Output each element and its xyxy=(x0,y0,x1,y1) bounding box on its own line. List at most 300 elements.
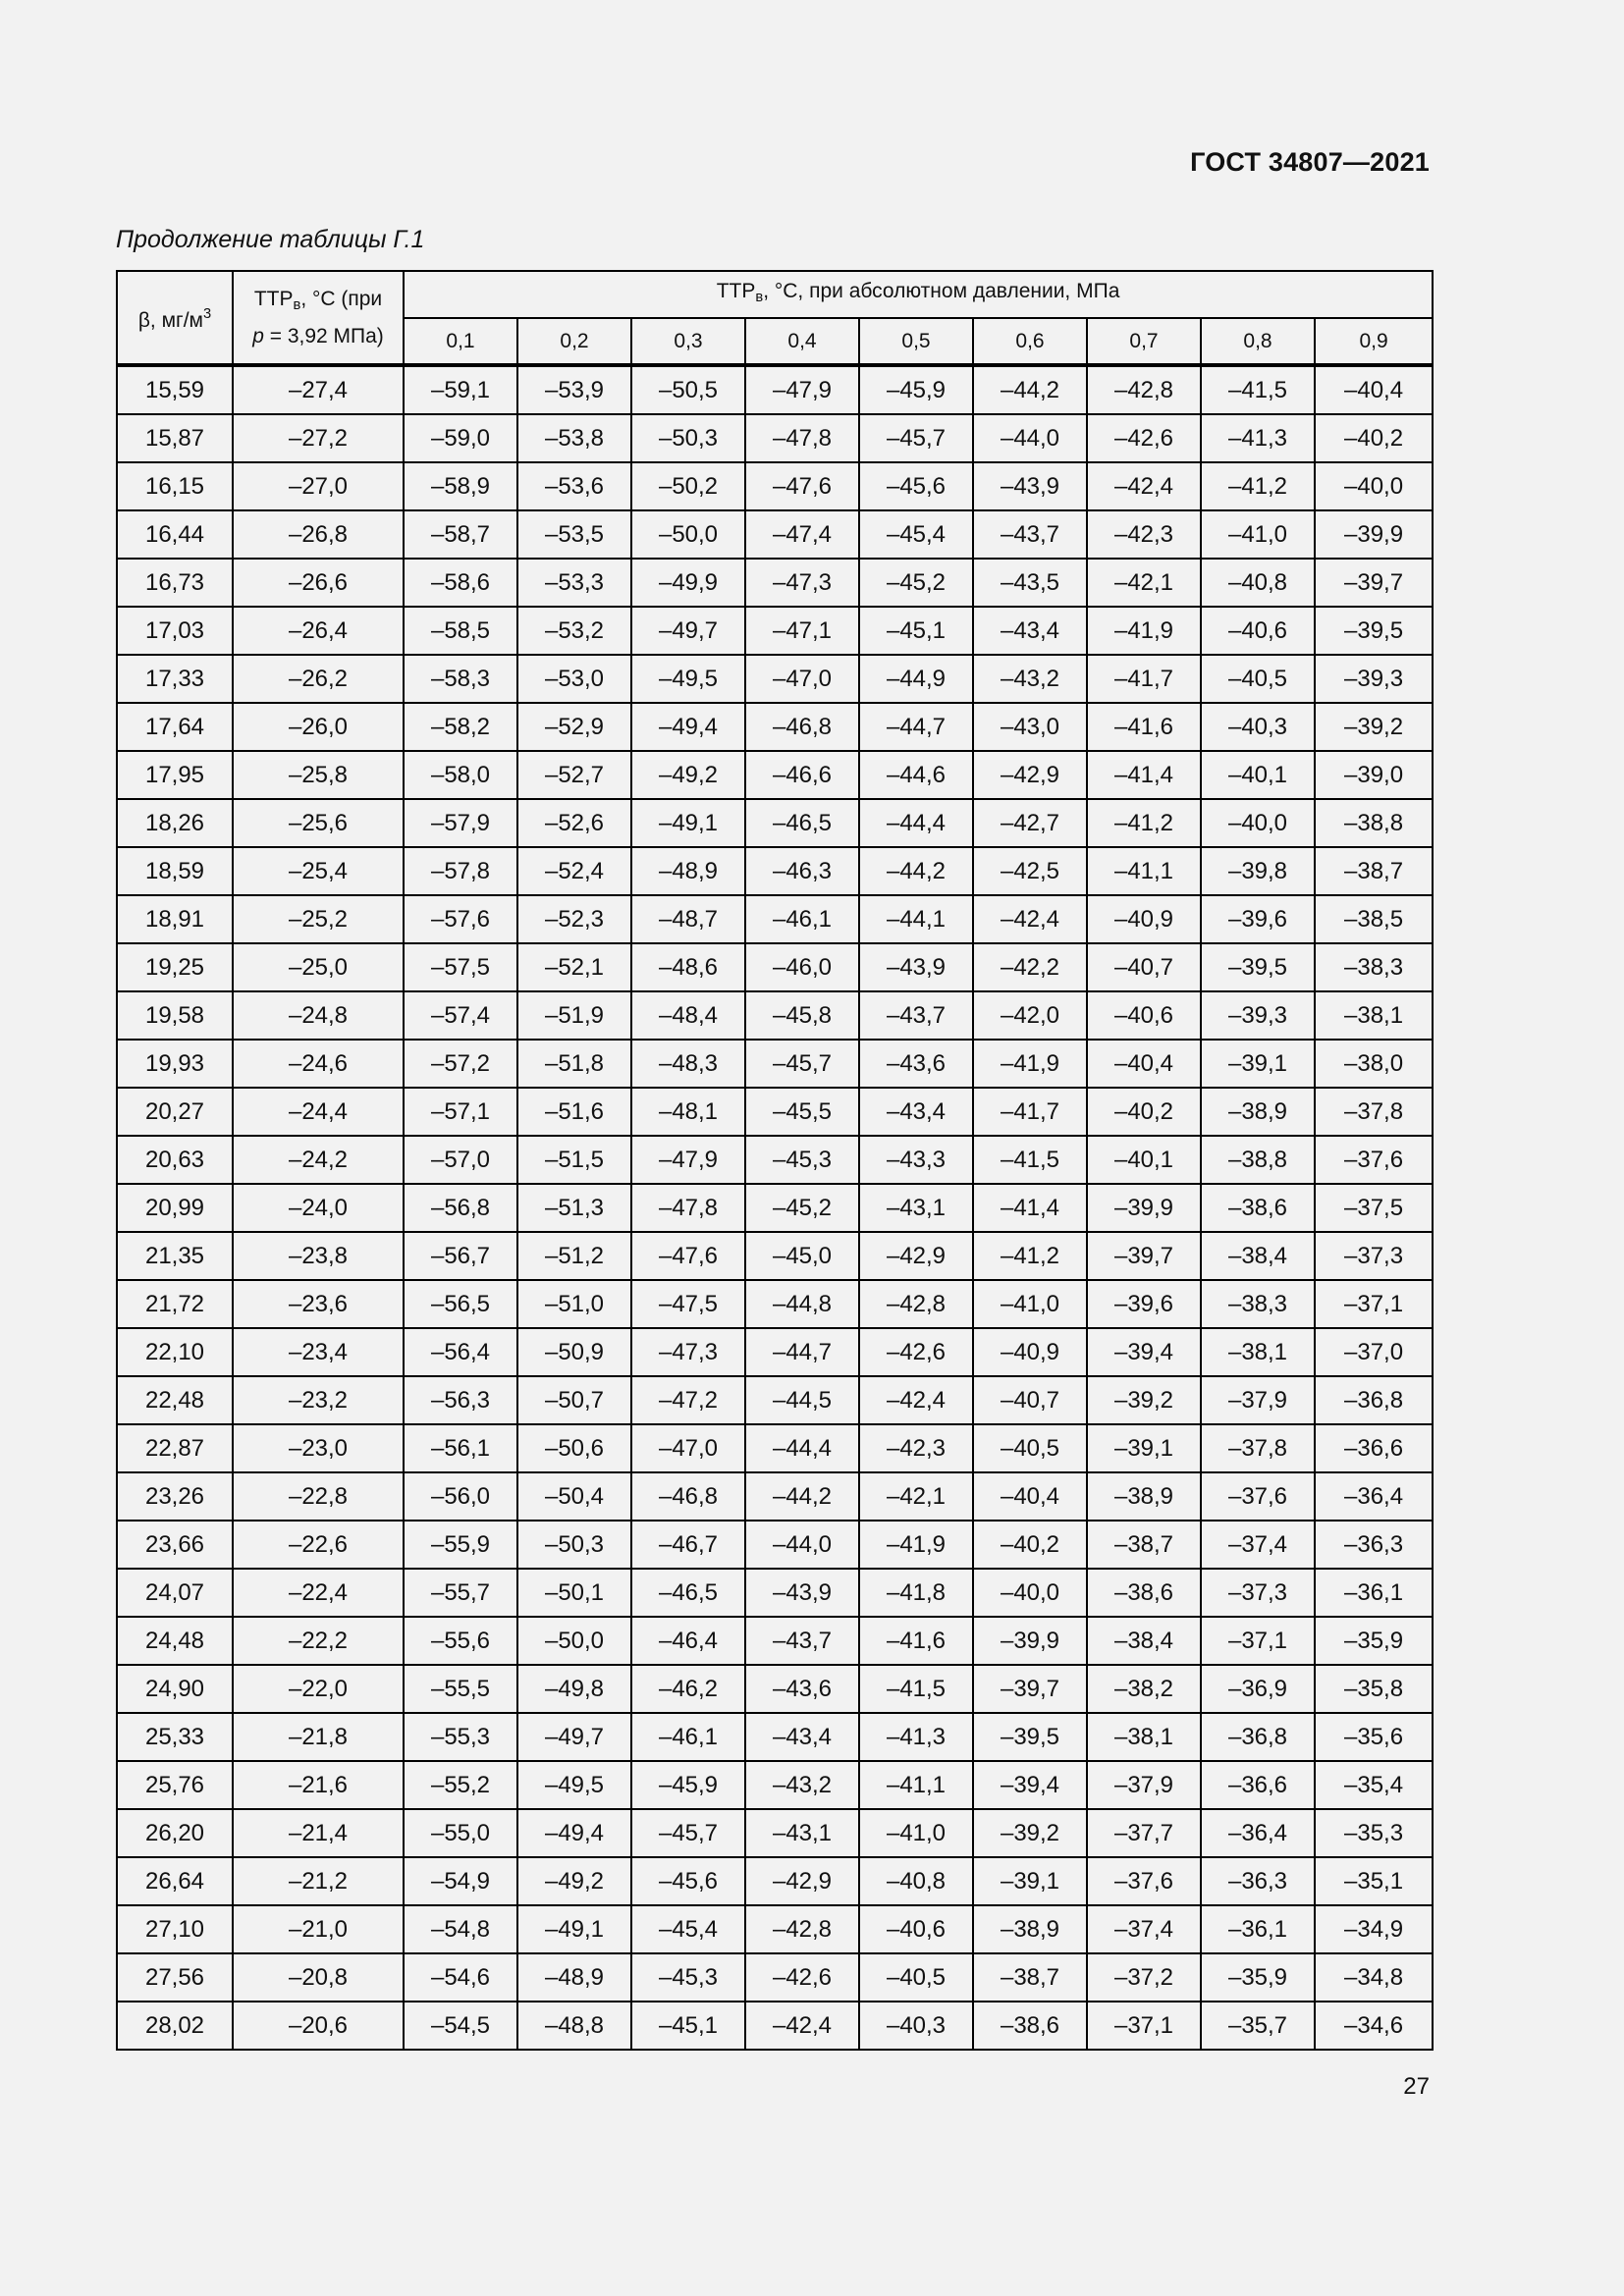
ttr-pressure-cell: –35,7 xyxy=(1201,2002,1315,2050)
ttr-pressure-cell: –36,6 xyxy=(1201,1761,1315,1809)
ttr-reference-cell: –24,8 xyxy=(233,991,404,1040)
beta-cell: 26,20 xyxy=(117,1809,233,1857)
ttr-reference-cell: –25,0 xyxy=(233,943,404,991)
ttr-pressure-cell: –40,3 xyxy=(1201,703,1315,751)
table-row xyxy=(117,895,1433,943)
ttr-pressure-cell: –42,6 xyxy=(859,1328,973,1376)
column-group-header-pressure: $ТТР_в$, °С, при абсолютном давлении, МПа xyxy=(404,271,1433,318)
ttr-pressure-cell: –42,4 xyxy=(745,2002,859,2050)
ttr-pressure-cell: –40,5 xyxy=(973,1424,1087,1472)
ttr-pressure-cell: –41,2 xyxy=(1087,799,1201,847)
beta-cell: 23,66 xyxy=(117,1521,233,1569)
ttr-pressure-cell: –56,4 xyxy=(404,1328,517,1376)
beta-cell: 21,72 xyxy=(117,1280,233,1328)
ttr-pressure-cell: –38,0 xyxy=(1315,1040,1433,1088)
table-header xyxy=(117,271,1433,365)
ttr-pressure-cell: –57,1 xyxy=(404,1088,517,1136)
ttr-pressure-cell: –46,8 xyxy=(631,1472,745,1521)
ttr-pressure-cell: –51,5 xyxy=(517,1136,631,1184)
ttr-pressure-cell: –45,7 xyxy=(859,414,973,462)
ttr-pressure-cell: –36,1 xyxy=(1201,1905,1315,1953)
table-row xyxy=(117,462,1433,510)
ttr-pressure-cell: –38,4 xyxy=(1087,1617,1201,1665)
ttr-pressure-cell: –39,6 xyxy=(1201,895,1315,943)
ttr-pressure-cell: –43,9 xyxy=(859,943,973,991)
ttr-pressure-cell: –47,1 xyxy=(745,607,859,655)
beta-cell: 20,63 xyxy=(117,1136,233,1184)
ttr-pressure-cell: –49,1 xyxy=(517,1905,631,1953)
table-row xyxy=(117,365,1433,414)
ttr-pressure-cell: –39,3 xyxy=(1201,991,1315,1040)
ttr-pressure-cell: –40,4 xyxy=(1315,365,1433,414)
ttr-pressure-cell: –39,5 xyxy=(973,1713,1087,1761)
ttr-pressure-cell: –38,2 xyxy=(1087,1665,1201,1713)
ttr-pressure-cell: –41,4 xyxy=(1087,751,1201,799)
ttr-reference-cell: –23,6 xyxy=(233,1280,404,1328)
ttr-pressure-cell: –41,2 xyxy=(973,1232,1087,1280)
ttr-pressure-cell: –41,9 xyxy=(1087,607,1201,655)
beta-cell: 17,64 xyxy=(117,703,233,751)
ttr-pressure-cell: –45,4 xyxy=(859,510,973,559)
ttr-pressure-cell: –40,2 xyxy=(1087,1088,1201,1136)
ttr-pressure-cell: –36,1 xyxy=(1315,1569,1433,1617)
ttr-pressure-cell: –54,8 xyxy=(404,1905,517,1953)
ttr-pressure-cell: –40,1 xyxy=(1201,751,1315,799)
beta-cell: 17,95 xyxy=(117,751,233,799)
ttr-pressure-cell: –37,1 xyxy=(1087,2002,1201,2050)
ttr-pressure-cell: –46,4 xyxy=(631,1617,745,1665)
ttr-pressure-cell: –47,9 xyxy=(631,1136,745,1184)
ttr-reference-cell: –25,2 xyxy=(233,895,404,943)
ttr-reference-cell: –20,6 xyxy=(233,2002,404,2050)
table-row xyxy=(117,559,1433,607)
ttr-pressure-cell: –57,9 xyxy=(404,799,517,847)
ttr-pressure-cell: –38,3 xyxy=(1315,943,1433,991)
ttr-pressure-cell: –51,0 xyxy=(517,1280,631,1328)
ttr-pressure-cell: –41,5 xyxy=(859,1665,973,1713)
table-row xyxy=(117,1376,1433,1424)
ttr-pressure-cell: –36,9 xyxy=(1201,1665,1315,1713)
ttr-pressure-cell: –36,3 xyxy=(1201,1857,1315,1905)
ttr-pressure-cell: –58,2 xyxy=(404,703,517,751)
ttr-pressure-cell: –36,6 xyxy=(1315,1424,1433,1472)
ttr-pressure-cell: –42,3 xyxy=(1087,510,1201,559)
table-row xyxy=(117,1761,1433,1809)
beta-cell: 21,35 xyxy=(117,1232,233,1280)
beta-cell: 24,90 xyxy=(117,1665,233,1713)
ttr-reference-cell: –21,8 xyxy=(233,1713,404,1761)
ttr-pressure-cell: –41,6 xyxy=(859,1617,973,1665)
ttr-pressure-cell: –43,7 xyxy=(745,1617,859,1665)
ttr-pressure-cell: –58,3 xyxy=(404,655,517,703)
ttr-pressure-cell: –40,1 xyxy=(1087,1136,1201,1184)
ttr-pressure-cell: –42,3 xyxy=(859,1424,973,1472)
ttr-reference-cell: –21,4 xyxy=(233,1809,404,1857)
ttr-pressure-cell: –41,6 xyxy=(1087,703,1201,751)
ttr-pressure-cell: –41,0 xyxy=(859,1809,973,1857)
ttr-pressure-cell: –36,4 xyxy=(1315,1472,1433,1521)
ttr-pressure-cell: –45,1 xyxy=(631,2002,745,2050)
ttr-pressure-cell: –51,9 xyxy=(517,991,631,1040)
ttr-pressure-cell: –39,1 xyxy=(1087,1424,1201,1472)
pressure-header-cell: 0,1 xyxy=(404,318,517,365)
ttr-pressure-cell: –35,4 xyxy=(1315,1761,1433,1809)
ttr-pressure-cell: –43,9 xyxy=(973,462,1087,510)
ttr-pressure-cell: –57,2 xyxy=(404,1040,517,1088)
ttr-pressure-cell: –54,6 xyxy=(404,1953,517,2002)
beta-cell: 15,87 xyxy=(117,414,233,462)
ttr-pressure-cell: –39,1 xyxy=(973,1857,1087,1905)
ttr-pressure-cell: –46,1 xyxy=(631,1713,745,1761)
pressure-header-cell: 0,3 xyxy=(631,318,745,365)
ttr-pressure-cell: –37,9 xyxy=(1087,1761,1201,1809)
table-row xyxy=(117,991,1433,1040)
table-row xyxy=(117,1809,1433,1857)
ttr-pressure-cell: –52,1 xyxy=(517,943,631,991)
ttr-pressure-cell: –57,4 xyxy=(404,991,517,1040)
ttr-pressure-cell: –42,8 xyxy=(1087,365,1201,414)
ttr-reference-cell: –22,2 xyxy=(233,1617,404,1665)
ttr-pressure-cell: –43,2 xyxy=(973,655,1087,703)
table-row xyxy=(117,1040,1433,1088)
ttr-pressure-cell: –45,0 xyxy=(745,1232,859,1280)
ttr-reference-cell: –26,0 xyxy=(233,703,404,751)
ttr-pressure-cell: –49,2 xyxy=(631,751,745,799)
beta-cell: 16,15 xyxy=(117,462,233,510)
ttr-pressure-cell: –50,3 xyxy=(517,1521,631,1569)
ttr-pressure-cell: –35,9 xyxy=(1315,1617,1433,1665)
ttr-pressure-cell: –57,6 xyxy=(404,895,517,943)
ttr-pressure-cell: –38,3 xyxy=(1201,1280,1315,1328)
ttr-pressure-cell: –34,6 xyxy=(1315,2002,1433,2050)
ttr-pressure-cell: –35,3 xyxy=(1315,1809,1433,1857)
ttr-pressure-cell: –39,5 xyxy=(1315,607,1433,655)
ttr-pressure-cell: –38,8 xyxy=(1315,799,1433,847)
beta-cell: 18,26 xyxy=(117,799,233,847)
ttr-pressure-cell: –58,6 xyxy=(404,559,517,607)
ttr-pressure-cell: –48,9 xyxy=(517,1953,631,2002)
ttr-pressure-cell: –42,2 xyxy=(973,943,1087,991)
ttr-pressure-cell: –44,2 xyxy=(973,365,1087,414)
ttr-pressure-cell: –41,3 xyxy=(1201,414,1315,462)
pressure-header-cell: 0,7 xyxy=(1087,318,1201,365)
ttr-pressure-cell: –41,1 xyxy=(1087,847,1201,895)
ttr-pressure-cell: –38,6 xyxy=(973,2002,1087,2050)
ttr-pressure-cell: –44,9 xyxy=(859,655,973,703)
ttr-pressure-cell: –51,3 xyxy=(517,1184,631,1232)
beta-cell: 20,99 xyxy=(117,1184,233,1232)
ttr-pressure-cell: –37,6 xyxy=(1201,1472,1315,1521)
ttr-pressure-cell: –40,4 xyxy=(1087,1040,1201,1088)
ttr-pressure-cell: –37,1 xyxy=(1315,1280,1433,1328)
ttr-pressure-cell: –55,2 xyxy=(404,1761,517,1809)
ttr-reference-cell: –26,8 xyxy=(233,510,404,559)
ttr-pressure-cell: –47,8 xyxy=(745,414,859,462)
table-row xyxy=(117,1953,1433,2002)
ttr-pressure-cell: –52,3 xyxy=(517,895,631,943)
ttr-pressure-cell: –38,1 xyxy=(1087,1713,1201,1761)
ttr-pressure-cell: –52,9 xyxy=(517,703,631,751)
ttr-pressure-cell: –47,6 xyxy=(631,1232,745,1280)
ttr-pressure-cell: –43,4 xyxy=(973,607,1087,655)
ttr-pressure-cell: –45,6 xyxy=(631,1857,745,1905)
ttr-pressure-cell: –47,8 xyxy=(631,1184,745,1232)
ttr-pressure-cell: –40,2 xyxy=(973,1521,1087,1569)
ttr-pressure-cell: –44,5 xyxy=(745,1376,859,1424)
ttr-pressure-cell: –45,3 xyxy=(631,1953,745,2002)
ttr-pressure-cell: –50,0 xyxy=(517,1617,631,1665)
ttr-pressure-cell: –44,2 xyxy=(745,1472,859,1521)
table-row xyxy=(117,943,1433,991)
ttr-pressure-cell: –53,2 xyxy=(517,607,631,655)
ttr-pressure-cell: –39,7 xyxy=(1315,559,1433,607)
ttr-pressure-cell: –38,7 xyxy=(973,1953,1087,2002)
ttr-pressure-cell: –52,7 xyxy=(517,751,631,799)
ttr-pressure-cell: –45,9 xyxy=(631,1761,745,1809)
ttr-pressure-cell: –34,8 xyxy=(1315,1953,1433,2002)
beta-cell: 18,59 xyxy=(117,847,233,895)
ttr-pressure-cell: –40,9 xyxy=(1087,895,1201,943)
ttr-pressure-cell: –41,1 xyxy=(859,1761,973,1809)
ttr-pressure-cell: –50,1 xyxy=(517,1569,631,1617)
ttr-pressure-cell: –40,6 xyxy=(1201,607,1315,655)
ttr-pressure-cell: –40,5 xyxy=(1201,655,1315,703)
ttr-pressure-cell: –42,7 xyxy=(973,799,1087,847)
ttr-pressure-cell: –50,5 xyxy=(631,365,745,414)
ttr-pressure-cell: –41,4 xyxy=(973,1184,1087,1232)
ttr-pressure-cell: –42,9 xyxy=(859,1232,973,1280)
ttr-pressure-cell: –53,3 xyxy=(517,559,631,607)
beta-cell: 17,33 xyxy=(117,655,233,703)
pressure-header-cell: 0,5 xyxy=(859,318,973,365)
ttr-pressure-cell: –49,4 xyxy=(517,1809,631,1857)
beta-cell: 27,56 xyxy=(117,1953,233,2002)
ttr-pressure-cell: –43,7 xyxy=(859,991,973,1040)
ttr-pressure-cell: –47,5 xyxy=(631,1280,745,1328)
beta-cell: 28,02 xyxy=(117,2002,233,2050)
ttr-pressure-cell: –42,1 xyxy=(859,1472,973,1521)
ttr-pressure-cell: –48,9 xyxy=(631,847,745,895)
ttr-pressure-cell: –39,6 xyxy=(1087,1280,1201,1328)
table-row xyxy=(117,751,1433,799)
ttr-pressure-cell: –43,3 xyxy=(859,1136,973,1184)
beta-cell: 25,33 xyxy=(117,1713,233,1761)
table-row xyxy=(117,1569,1433,1617)
ttr-pressure-cell: –39,2 xyxy=(1087,1376,1201,1424)
ttr-pressure-cell: –51,2 xyxy=(517,1232,631,1280)
ttr-pressure-cell: –43,5 xyxy=(973,559,1087,607)
ttr-pressure-cell: –41,8 xyxy=(859,1569,973,1617)
ttr-reference-cell: –27,2 xyxy=(233,414,404,462)
ttr-pressure-cell: –46,0 xyxy=(745,943,859,991)
ttr-reference-cell: –27,4 xyxy=(233,365,404,414)
ttr-reference-cell: –26,4 xyxy=(233,607,404,655)
ttr-pressure-cell: –36,3 xyxy=(1315,1521,1433,1569)
ttr-pressure-cell: –40,7 xyxy=(1087,943,1201,991)
ttr-pressure-cell: –42,9 xyxy=(973,751,1087,799)
ttr-pressure-cell: –46,7 xyxy=(631,1521,745,1569)
ttr-pressure-cell: –40,6 xyxy=(859,1905,973,1953)
ttr-pressure-cell: –51,6 xyxy=(517,1088,631,1136)
ttr-pressure-cell: –38,1 xyxy=(1315,991,1433,1040)
ttr-pressure-cell: –43,9 xyxy=(745,1569,859,1617)
beta-cell: 24,07 xyxy=(117,1569,233,1617)
ttr-pressure-cell: –37,8 xyxy=(1315,1088,1433,1136)
ttr-pressure-cell: –42,4 xyxy=(1087,462,1201,510)
ttr-pressure-cell: –42,9 xyxy=(745,1857,859,1905)
ttr-pressure-cell: –40,8 xyxy=(1201,559,1315,607)
ttr-pressure-cell: –48,7 xyxy=(631,895,745,943)
ttr-pressure-cell: –49,2 xyxy=(517,1857,631,1905)
table-row xyxy=(117,1472,1433,1521)
ttr-pressure-cell: –53,5 xyxy=(517,510,631,559)
ttr-pressure-cell: –43,6 xyxy=(859,1040,973,1088)
ttr-pressure-cell: –47,6 xyxy=(745,462,859,510)
ttr-reference-cell: –20,8 xyxy=(233,1953,404,2002)
ttr-pressure-cell: –54,5 xyxy=(404,2002,517,2050)
ttr-pressure-cell: –44,8 xyxy=(745,1280,859,1328)
pressure-header-cell: 0,4 xyxy=(745,318,859,365)
ttr-pressure-cell: –39,2 xyxy=(973,1809,1087,1857)
ttr-pressure-cell: –37,4 xyxy=(1201,1521,1315,1569)
table-row xyxy=(117,799,1433,847)
ttr-pressure-cell: –37,9 xyxy=(1201,1376,1315,1424)
ttr-pressure-cell: –43,1 xyxy=(859,1184,973,1232)
table-row xyxy=(117,607,1433,655)
ttr-pressure-cell: –42,6 xyxy=(1087,414,1201,462)
table-row xyxy=(117,1136,1433,1184)
ttr-pressure-cell: –55,5 xyxy=(404,1665,517,1713)
table-row xyxy=(117,1424,1433,1472)
ttr-pressure-cell: –43,0 xyxy=(973,703,1087,751)
beta-cell: 16,73 xyxy=(117,559,233,607)
ttr-pressure-cell: –52,4 xyxy=(517,847,631,895)
ttr-pressure-cell: –55,6 xyxy=(404,1617,517,1665)
ttr-reference-cell: –23,4 xyxy=(233,1328,404,1376)
ttr-pressure-cell: –38,5 xyxy=(1315,895,1433,943)
ttr-pressure-cell: –40,5 xyxy=(859,1953,973,2002)
ttr-pressure-cell: –39,4 xyxy=(1087,1328,1201,1376)
ttr-pressure-cell: –44,4 xyxy=(745,1424,859,1472)
ttr-pressure-cell: –49,9 xyxy=(631,559,745,607)
pressure-header-cell: 0,9 xyxy=(1315,318,1433,365)
ttr-pressure-cell: –35,8 xyxy=(1315,1665,1433,1713)
ttr-pressure-cell: –46,5 xyxy=(745,799,859,847)
ttr-pressure-cell: –41,7 xyxy=(1087,655,1201,703)
ttr-pressure-cell: –39,4 xyxy=(973,1761,1087,1809)
ttr-pressure-cell: –42,5 xyxy=(973,847,1087,895)
ttr-pressure-cell: –42,8 xyxy=(859,1280,973,1328)
ttr-reference-cell: –24,6 xyxy=(233,1040,404,1088)
ttr-pressure-cell: –47,4 xyxy=(745,510,859,559)
ttr-pressure-cell: –41,0 xyxy=(1201,510,1315,559)
ttr-pressure-cell: –49,7 xyxy=(631,607,745,655)
ttr-pressure-cell: –38,7 xyxy=(1087,1521,1201,1569)
ttr-pressure-cell: –42,4 xyxy=(973,895,1087,943)
table-row xyxy=(117,1713,1433,1761)
ttr-pressure-cell: –36,8 xyxy=(1201,1713,1315,1761)
ttr-pressure-cell: –38,1 xyxy=(1201,1328,1315,1376)
ttr-pressure-cell: –58,5 xyxy=(404,607,517,655)
ttr-pressure-cell: –40,9 xyxy=(973,1328,1087,1376)
beta-cell: 19,25 xyxy=(117,943,233,991)
ttr-pressure-cell: –38,6 xyxy=(1087,1569,1201,1617)
ttr-pressure-cell: –42,1 xyxy=(1087,559,1201,607)
ttr-reference-cell: –23,0 xyxy=(233,1424,404,1472)
ttr-pressure-cell: –39,9 xyxy=(973,1617,1087,1665)
pressure-header-cell: 0,6 xyxy=(973,318,1087,365)
beta-cell: 19,58 xyxy=(117,991,233,1040)
ttr-pressure-cell: –46,1 xyxy=(745,895,859,943)
column-header-ttr-reference: $ТТР_в$, °С (при p = 3,92 МПа) xyxy=(233,271,404,365)
table-row xyxy=(117,1088,1433,1136)
ttr-pressure-cell: –35,6 xyxy=(1315,1713,1433,1761)
beta-cell: 15,59 xyxy=(117,365,233,414)
ttr-pressure-cell: –37,3 xyxy=(1315,1232,1433,1280)
ttr-pressure-cell: –48,4 xyxy=(631,991,745,1040)
ttr-pressure-cell: –39,9 xyxy=(1087,1184,1201,1232)
ttr-pressure-cell: –47,0 xyxy=(745,655,859,703)
ttr-reference-cell: –25,4 xyxy=(233,847,404,895)
ttr-pressure-cell: –45,9 xyxy=(859,365,973,414)
ttr-pressure-cell: –44,7 xyxy=(745,1328,859,1376)
table-row xyxy=(117,1280,1433,1328)
ttr-pressure-cell: –56,1 xyxy=(404,1424,517,1472)
ttr-pressure-cell: –49,4 xyxy=(631,703,745,751)
ttr-pressure-cell: –49,8 xyxy=(517,1665,631,1713)
beta-cell: 19,93 xyxy=(117,1040,233,1088)
ttr-pressure-cell: –46,6 xyxy=(745,751,859,799)
ttr-pressure-cell: –41,9 xyxy=(973,1040,1087,1088)
ttr-reference-cell: –21,6 xyxy=(233,1761,404,1809)
table-row xyxy=(117,1184,1433,1232)
ttr-pressure-cell: –44,2 xyxy=(859,847,973,895)
ttr-pressure-cell: –38,8 xyxy=(1201,1136,1315,1184)
ttr-pressure-cell: –56,8 xyxy=(404,1184,517,1232)
beta-cell: 17,03 xyxy=(117,607,233,655)
ttr-pressure-cell: –45,5 xyxy=(745,1088,859,1136)
ttr-pressure-cell: –38,9 xyxy=(973,1905,1087,1953)
ttr-pressure-cell: –55,7 xyxy=(404,1569,517,1617)
page-number: 27 xyxy=(1403,2073,1430,2100)
ttr-pressure-cell: –45,2 xyxy=(859,559,973,607)
ttr-reference-cell: –21,0 xyxy=(233,1905,404,1953)
ttr-reference-cell: –24,0 xyxy=(233,1184,404,1232)
ttr-pressure-cell: –48,6 xyxy=(631,943,745,991)
ttr-pressure-cell: –59,1 xyxy=(404,365,517,414)
ttr-pressure-cell: –34,9 xyxy=(1315,1905,1433,1953)
pressure-header-cell: 0,8 xyxy=(1201,318,1315,365)
ttr-pressure-cell: –37,2 xyxy=(1087,1953,1201,2002)
ttr-pressure-cell: –41,5 xyxy=(973,1136,1087,1184)
ttr-reference-cell: –23,8 xyxy=(233,1232,404,1280)
ttr-pressure-cell: –53,9 xyxy=(517,365,631,414)
ttr-pressure-cell: –56,0 xyxy=(404,1472,517,1521)
ttr-pressure-cell: –45,7 xyxy=(631,1809,745,1857)
ttr-pressure-cell: –53,8 xyxy=(517,414,631,462)
document-number: ГОСТ 34807—2021 xyxy=(1190,147,1430,177)
table-row xyxy=(117,1617,1433,1665)
ttr-reference-cell: –22,0 xyxy=(233,1665,404,1713)
table-row xyxy=(117,1857,1433,1905)
ttr-pressure-cell: –45,1 xyxy=(859,607,973,655)
column-header-beta: β, $мг/м^3$ xyxy=(117,271,233,365)
ttr-pressure-cell: –39,1 xyxy=(1201,1040,1315,1088)
ttr-pressure-cell: –55,3 xyxy=(404,1713,517,1761)
ttr-pressure-cell: –45,7 xyxy=(745,1040,859,1088)
ttr-pressure-cell: –43,1 xyxy=(745,1809,859,1857)
beta-cell: 20,27 xyxy=(117,1088,233,1136)
